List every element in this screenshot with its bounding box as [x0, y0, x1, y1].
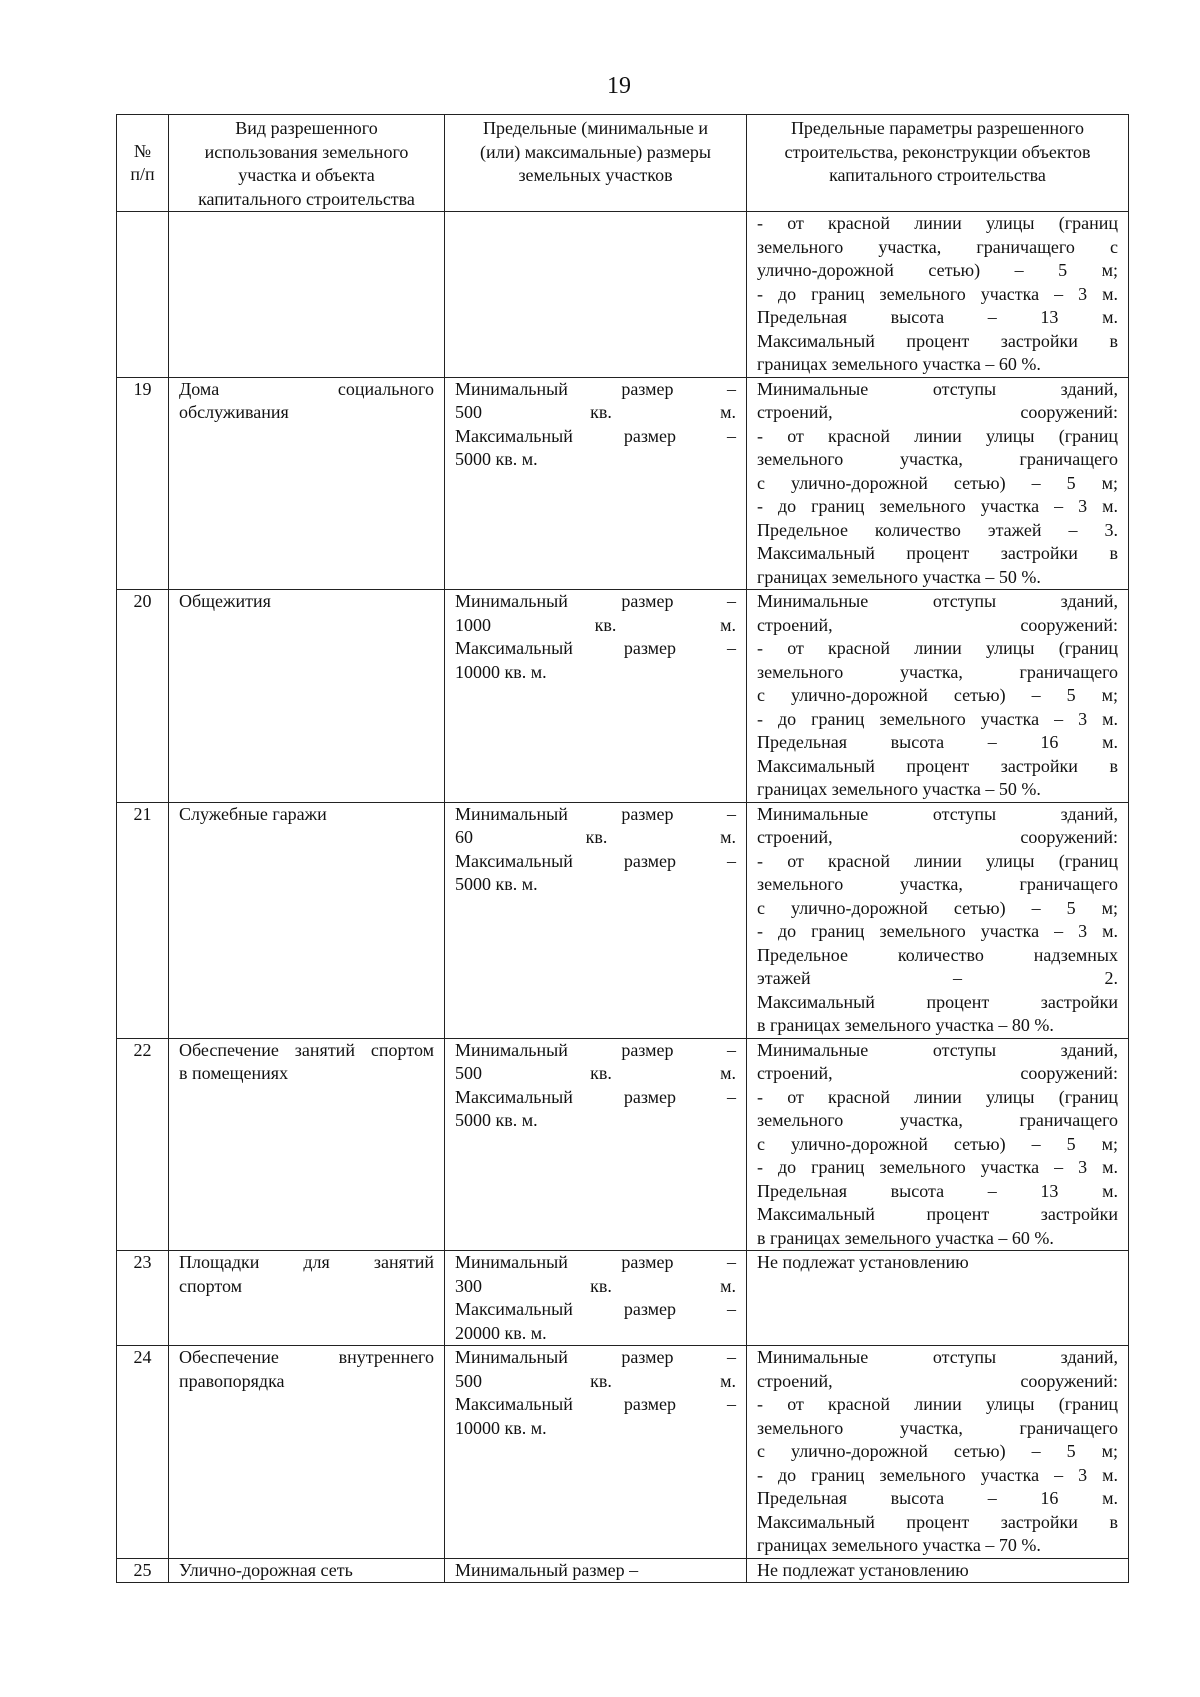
header-num-line: №: [133, 140, 152, 161]
use-type-cell-line: Дома социального: [179, 378, 434, 399]
table-row: [117, 377, 1129, 590]
plot-size-cell: [445, 1558, 747, 1583]
plot-size-cell-line: Минимальный размер –: [455, 1252, 736, 1272]
use-type-cell-line: Площадки для занятий: [179, 1252, 434, 1272]
construction-params-cell-line: в границах земельного участка – 60 %.: [757, 1227, 1054, 1248]
construction-params-cell-line: Предельная высота – 16 м.: [757, 732, 1118, 752]
use-type-cell-line: обслуживания: [179, 402, 289, 422]
plot-size-cell-line: 10000 кв. м.: [455, 661, 547, 682]
use-type-cell: [169, 212, 445, 378]
use-type-cell-line: Улично-дорожная сеть: [179, 1559, 353, 1580]
plot-size-cell-line: Максимальный размер –: [455, 1299, 736, 1319]
use-type-cell: [169, 1038, 445, 1251]
construction-params-cell-line: - до границ земельного участка – 3 м.: [757, 1464, 1118, 1485]
table-header: [117, 115, 1129, 212]
construction-params-cell-line: - от красной линии улицы (границ: [757, 1086, 1118, 1107]
row-number: 23: [117, 1251, 169, 1346]
plot-size-cell-line: 1000 кв. м.: [455, 614, 736, 635]
construction-params-cell-line: - до границ земельного участка – 3 м.: [757, 708, 1118, 729]
plot-size-cell-line: Максимальный размер –: [455, 1394, 736, 1414]
plot-size-cell-line: 5000 кв. м.: [455, 449, 538, 469]
construction-params-cell: [747, 1558, 1129, 1583]
use-type-cell-line: Обеспечение занятий спортом: [179, 1039, 434, 1060]
header-use-type-line: участка и объекта: [238, 165, 375, 185]
construction-params-cell-line: - до границ земельного участка – 3 м.: [757, 1157, 1118, 1177]
header-construction-params-line: капитального строительства: [829, 165, 1046, 185]
use-type-cell: [169, 590, 445, 803]
plot-size-cell-line: 500 кв. м.: [455, 402, 736, 422]
plot-size-cell-line: Максимальный размер –: [455, 1086, 736, 1107]
plot-size-cell: [445, 1346, 747, 1559]
page-number: 19: [607, 73, 631, 99]
construction-params-cell-line: Предельная высота – 16 м.: [757, 1488, 1118, 1508]
construction-params-cell-line: Максимальный процент застройки в: [757, 1511, 1118, 1532]
construction-params-cell-line: земельного участка, граничащего с: [757, 236, 1118, 257]
plot-size-cell-line: Максимальный размер –: [455, 425, 736, 446]
construction-params-cell-line: земельного участка, граничащего: [757, 661, 1118, 682]
construction-params-cell: [747, 1038, 1129, 1251]
header-use-type-line: Вид разрешенного: [235, 118, 378, 138]
row-number: [117, 212, 169, 378]
construction-params-cell-line: Предельная высота – 13 м.: [757, 307, 1118, 327]
header-use-type-line: капитального строительства: [198, 188, 415, 209]
plot-size-cell-line: Минимальный размер –: [455, 1559, 639, 1580]
row-number: 20: [117, 590, 169, 803]
construction-params-cell-line: Минимальные отступы зданий,: [757, 803, 1118, 824]
construction-params-cell-line: Минимальные отступы зданий,: [757, 378, 1118, 399]
construction-params-cell-line: земельного участка, граничащего: [757, 449, 1118, 469]
plot-size-cell: [445, 377, 747, 590]
construction-params-cell-line: границах земельного участка – 50 %.: [757, 566, 1041, 587]
plot-size-cell-line: 500 кв. м.: [455, 1370, 736, 1391]
header-plot-size-line: (или) максимальные) размеры: [479, 141, 712, 162]
construction-params-cell: [747, 802, 1129, 1038]
construction-params-cell-line: строений, сооружений:: [757, 614, 1118, 635]
table-row: [117, 1346, 1129, 1559]
plot-size-cell: [445, 802, 747, 1038]
construction-params-cell-line: границах земельного участка – 70 %.: [757, 1535, 1041, 1555]
header-row: [117, 115, 1129, 212]
construction-params-cell-line: земельного участка, граничащего: [757, 1110, 1118, 1130]
construction-params-cell-line: с улично-дорожной сетью) – 5 м;: [757, 897, 1118, 918]
construction-params-cell-line: улично-дорожной сетью) – 5 м;: [757, 260, 1118, 280]
header-plot-size-line: земельных участков: [518, 165, 673, 185]
plot-size-cell-line: Максимальный размер –: [455, 850, 736, 871]
construction-params-cell-line: Минимальные отступы зданий,: [757, 591, 1118, 611]
construction-params-cell-line: с улично-дорожной сетью) – 5 м;: [757, 1133, 1118, 1154]
table-body: [117, 212, 1129, 1583]
table-row: [117, 802, 1129, 1038]
table-row: [117, 1558, 1129, 1583]
construction-params-cell-line: - от красной линии улицы (границ: [757, 1394, 1118, 1414]
header-construction-params: [747, 115, 1129, 212]
row-number: 24: [117, 1346, 169, 1559]
plot-size-cell-line: 300 кв. м.: [455, 1275, 736, 1296]
plot-size-cell-line: Минимальный размер –: [455, 591, 736, 611]
plot-size-cell-line: Минимальный размер –: [455, 1039, 736, 1060]
construction-params-cell-line: Предельная высота – 13 м.: [757, 1180, 1118, 1201]
table-row: [117, 1038, 1129, 1251]
construction-params-cell-line: - до границ земельного участка – 3 м.: [757, 921, 1118, 941]
header-construction-params-line: строительства, реконструкции объектов: [784, 141, 1091, 162]
header-use-type-line: использования земельного: [204, 141, 409, 162]
row-number: 25: [117, 1558, 169, 1583]
use-type-cell-line: правопорядка: [179, 1370, 285, 1391]
plot-size-cell: [445, 1038, 747, 1251]
header-use-type: [169, 115, 445, 212]
construction-params-cell-line: - до границ земельного участка – 3 м.: [757, 283, 1118, 304]
header-plot-size-line: Предельные (минимальные и: [482, 118, 709, 138]
construction-params-cell-line: - от красной линии улицы (границ: [757, 425, 1118, 446]
use-type-cell: [169, 802, 445, 1038]
construction-params-cell-line: земельного участка, граничащего: [757, 1417, 1118, 1438]
use-type-cell: [169, 1346, 445, 1559]
construction-params-cell: [747, 1346, 1129, 1559]
construction-params-cell-line: Максимальный процент застройки в: [757, 543, 1118, 563]
construction-params-cell-line: Максимальный процент застройки: [757, 991, 1118, 1012]
use-type-cell-line: спортом: [179, 1275, 243, 1296]
plot-size-cell-line: Минимальный размер –: [455, 803, 736, 824]
plot-size-cell-line: 10000 кв. м.: [455, 1417, 547, 1438]
construction-params-cell: [747, 1251, 1129, 1346]
construction-params-cell-line: границах земельного участка – 50 %.: [757, 779, 1041, 799]
plot-size-cell-line: 5000 кв. м.: [455, 1110, 538, 1130]
table-row: [117, 212, 1129, 378]
table-row: [117, 1251, 1129, 1346]
construction-params-cell-line: с улично-дорожной сетью) – 5 м;: [757, 472, 1118, 493]
header-num: [117, 115, 169, 212]
row-number: 19: [117, 377, 169, 590]
construction-params-cell-line: с улично-дорожной сетью) – 5 м;: [757, 1441, 1118, 1461]
table-row: [117, 590, 1129, 803]
construction-params-cell-line: Не подлежат установлению: [757, 1559, 969, 1580]
plot-size-cell-line: 500 кв. м.: [455, 1063, 736, 1083]
plot-size-cell-line: 5000 кв. м.: [455, 874, 538, 894]
use-type-cell-line: Служебные гаражи: [179, 803, 327, 824]
construction-params-cell-line: Предельное количество надземных: [757, 944, 1118, 965]
construction-params-cell: [747, 377, 1129, 590]
plot-size-cell-line: 60 кв. м.: [455, 827, 736, 847]
plot-size-cell-line: Минимальный размер –: [455, 378, 736, 399]
row-number: 21: [117, 802, 169, 1038]
use-type-cell: [169, 1558, 445, 1583]
construction-params-cell-line: строений, сооружений:: [757, 1063, 1118, 1083]
construction-params-cell: [747, 590, 1129, 803]
construction-params-cell-line: - до границ земельного участка – 3 м.: [757, 496, 1118, 516]
construction-params-cell-line: строений, сооружений:: [757, 827, 1118, 847]
use-type-cell-line: Общежития: [179, 591, 271, 611]
plot-size-cell-line: Минимальный размер –: [455, 1347, 736, 1367]
construction-params-cell-line: строений, сооружений:: [757, 402, 1118, 422]
land-use-regulations-table: [116, 114, 1129, 1583]
use-type-cell: [169, 377, 445, 590]
plot-size-cell: [445, 1251, 747, 1346]
construction-params-cell-line: этажей – 2.: [757, 968, 1118, 988]
use-type-cell-line: в помещениях: [179, 1063, 289, 1083]
plot-size-cell: [445, 590, 747, 803]
construction-params-cell-line: Не подлежат установлению: [757, 1252, 969, 1272]
header-construction-params-line: Предельные параметры разрешенного: [790, 118, 1085, 138]
construction-params-cell-line: Предельное количество этажей – 3.: [757, 519, 1118, 540]
construction-params-cell-line: - от красной линии улицы (границ: [757, 638, 1118, 658]
construction-params-cell: [747, 212, 1129, 378]
row-number: 22: [117, 1038, 169, 1251]
construction-params-cell-line: с улично-дорожной сетью) – 5 м;: [757, 685, 1118, 705]
plot-size-cell: [445, 212, 747, 378]
construction-params-cell-line: земельного участка, граничащего: [757, 874, 1118, 894]
construction-params-cell-line: в границах земельного участка – 80 %.: [757, 1015, 1054, 1035]
construction-params-cell-line: - от красной линии улицы (границ: [757, 850, 1118, 871]
construction-params-cell-line: - от красной линии улицы (границ: [757, 213, 1118, 233]
construction-params-cell-line: Максимальный процент застройки в: [757, 330, 1118, 351]
construction-params-cell-line: границах земельного участка – 60 %.: [757, 354, 1041, 374]
construction-params-cell-line: Максимальный процент застройки в: [757, 755, 1118, 776]
use-type-cell-line: Обеспечение внутреннего: [179, 1347, 434, 1367]
header-plot-size: [445, 115, 747, 212]
construction-params-cell-line: Минимальные отступы зданий,: [757, 1039, 1118, 1060]
use-type-cell: [169, 1251, 445, 1346]
plot-size-cell-line: 20000 кв. м.: [455, 1322, 547, 1343]
header-num-line: п/п: [130, 164, 155, 184]
construction-params-cell-line: Максимальный процент застройки: [757, 1204, 1118, 1224]
construction-params-cell-line: Минимальные отступы зданий,: [757, 1347, 1118, 1367]
plot-size-cell-line: Максимальный размер –: [455, 638, 736, 658]
construction-params-cell-line: строений, сооружений:: [757, 1370, 1118, 1391]
